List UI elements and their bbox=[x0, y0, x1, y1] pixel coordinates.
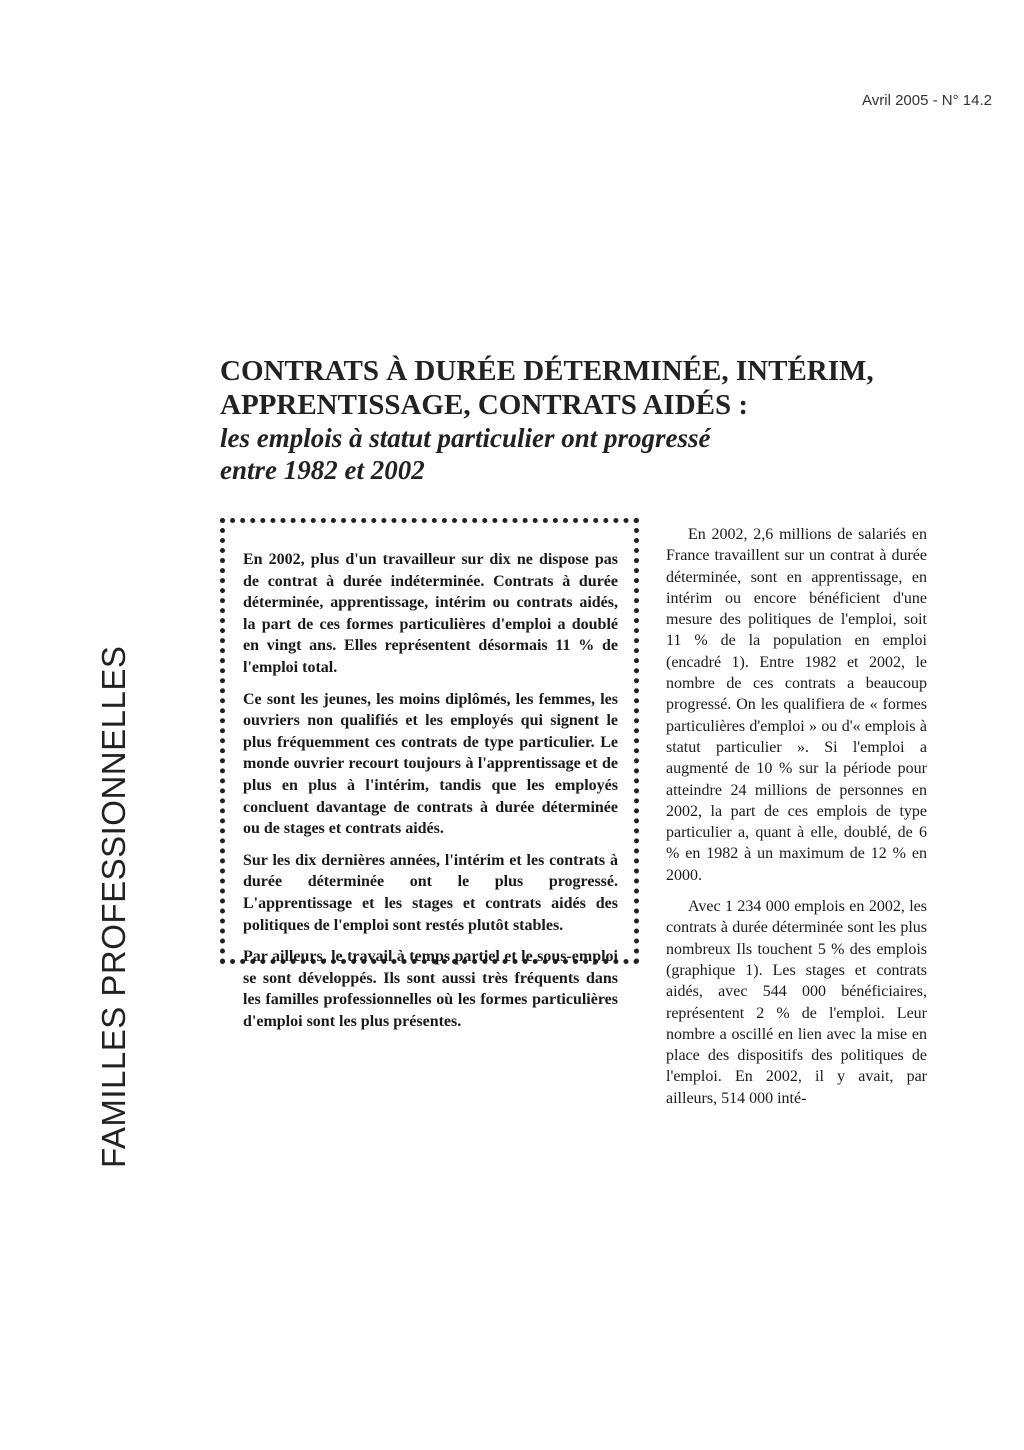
summary-paragraph: Ce sont les jeunes, les moins diplômés, les femmes, les ouvriers non qualifiés et les employés qui signent le plus fréquemment ces contrats de type particulier. Le monde ouvrier recourt toujours à l'apprentissage et de plus en plus à l'intérim, tandis que les employés concluent davantage de contrats à durée déterminée ou de stages et contrats aidés. bbox=[243, 690, 618, 838]
article-subtitle-line-2: entre 1982 et 2002 bbox=[220, 455, 425, 485]
body-paragraph: Avec 1 234 000 emplois en 2002, les contrats à durée déterminée sont les plus nombreux Ils touchent 5 % des emplois (graphique 1). Les stages et contrats aidés, avec 544 000 bénéficiaires, représentent 2 % de l'emploi. Leur nombre a oscillé en lien avec la mise en place des dispositifs des politiques de l'emploi. En 2002, il y avait, par ailleurs, 514 000 inté- bbox=[666, 898, 927, 1107]
summary-paragraph: Sur les dix dernières années, l'intérim et les contrats à durée déterminée ont le plus progressé. L'apprentissage et les stages et contrats aidés des politiques de l'emploi sont restés plutôt stables. bbox=[243, 851, 618, 934]
body-paragraph: En 2002, 2,6 millions de salariés en France travaillent sur un contrat à durée déterminée, sont en apprentissage, en intérim ou encore bénéficient d'une mesure des politiques de l'emploi, soit 11 % de la population en emploi (encadré 1). Entre 1982 et 2002, le nombre de ces contrats a beaucoup progressé. On les qualifiera de « formes particulières d'emploi » ou d'« emplois à statut particulier ». Si l'emploi a augmenté de 10 % sur la période pour atteindre 24 millions de personnes en 2002, la part de ces emplois de type particulier a, quant à elle, doublé, de 6 % en 1982 à un maximum de 12 % en 2000. bbox=[666, 526, 927, 884]
section-side-label: FAMILLES PROFESSIONNELLES bbox=[95, 645, 132, 1168]
issue-date: Avril 2005 - N° 14.2 bbox=[862, 92, 992, 109]
summary-paragraph: Par ailleurs, le travail à temps partiel et le sous-emploi se sont développés. Ils sont aussi très fréquents dans les familles professionnelles où les formes particulières d'emploi sont les plus présentes. bbox=[243, 948, 618, 1030]
article-title-block bbox=[220, 354, 940, 486]
article-title-line-1: CONTRATS À DURÉE DÉTERMINÉE, INTÉRIM, bbox=[220, 355, 874, 387]
article-title-line-2: APPRENTISSAGE, CONTRATS AIDÉS : bbox=[220, 389, 749, 421]
summary-paragraph: En 2002, plus d'un travailleur sur dix ne dispose pas de contrat à durée indéterminée. Contrats à durée déterminée, apprentissage, intérim ou contrats aidés, la part de ces formes particulières d'emploi a doublé en vingt ans. Elles représentent désormais 11 % de l'emploi total. bbox=[243, 551, 618, 676]
body-column bbox=[666, 524, 927, 1119]
article-subtitle-line-1: les emplois à statut particulier ont progressé bbox=[220, 423, 711, 453]
summary-box bbox=[220, 518, 639, 1030]
